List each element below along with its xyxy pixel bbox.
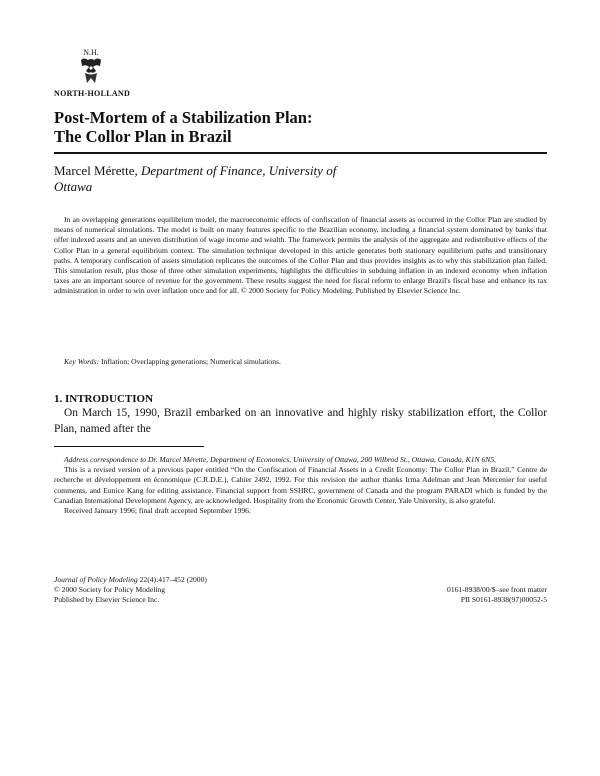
intro-paragraph: On March 15, 1990, Brazil embarked on an innovative and highly risky stabilization effort, the Collor Plan, named after the (54, 407, 547, 435)
author-affiliation: Department of Finance, University of Ottawa (54, 163, 337, 194)
correspondence-address: Address correspondence to Dr. Marcel Mérette, Department of Economics, University of Ottawa, 200 Wilbrod St., Ottawa, Canada, K1N 6N5. (64, 455, 497, 464)
revision-note: This is a revised version of a previous paper entitled “On the Confiscation of Financial Assets in a Credit Economy: The Collor Plan in Brazil,” Centre de recherche et développement en économique (C.R.D.E.), Cahier 2492, 1992. For this revision the author thanks Irma Adelman and Jean Mercenier for useful comments, and Eunice Kang for editing assistance. Financial support from SSHRC, government of Canada and the program PARADI which is funded by the Canadian International Development Agency, are acknowledged. Hospitality from the Economic Growth Center, Yale University, is also grateful. (54, 465, 547, 505)
publisher-name: NORTH-HOLLAND (54, 89, 131, 98)
journal-citation (54, 575, 547, 606)
title-line-1: Post-Mortem of a Stabilization Plan: (54, 108, 313, 127)
author-name: Marcel Mérette, (54, 163, 141, 178)
footnote-rule (54, 446, 204, 447)
publisher-line: Published by Elsevier Science Inc. (54, 595, 160, 605)
issn-line: 0161-8938/00/$–see front matter (447, 585, 547, 595)
journal-name: Journal of Policy Modeling (54, 575, 138, 584)
title-rule (54, 152, 547, 154)
author-block (54, 163, 344, 194)
footnotes (54, 455, 547, 516)
journal-issue: 22(4):417–452 (2000) (137, 575, 207, 584)
title-line-2: The Collor Plan in Brazil (54, 127, 232, 146)
north-holland-logo-icon (76, 46, 106, 86)
section-heading: 1. INTRODUCTION (54, 393, 154, 405)
keywords-list: Inflation; Overlapping generations; Numerical simulations. (99, 357, 281, 366)
keywords (64, 357, 281, 366)
logo-monogram: N.H. (83, 48, 99, 57)
pii-line: PII S0161-8938(97)00052-5 (460, 595, 547, 605)
received-date: Received January 1996; final draft accepted September 1996. (64, 506, 251, 516)
keywords-label: Key Words: (64, 357, 100, 366)
paper-title (54, 108, 514, 146)
copyright-line: © 2000 Society for Policy Modeling (54, 585, 166, 595)
abstract: In an overlapping generations equilibrium model, the macroeconomic effects of confiscation of financial assets as occurred in the Collor Plan are studied by means of numerical simulations. The model is built on many features specific to the Brazilian economy, including a financial system dominated by banks that offer indexed assets and an uneven distribution of wage income and wealth. The framework permits the analysis of the aggregate and redistributive effects of the Collor Plan in a general equilibrium context. The simulation technique developed in this article generates both stationary equilibrium paths and transitionary paths. A temporary confiscation of assets simulation replicates the outcomes of the Collor Plan and thus provides insights as to why this stabilization plan failed. This simulation result, plus those of three other simulation experiments, highlights the difficulties in subduing inflation in an indexed economy when inflation taxes are an important source of revenue for the government. These results suggest the need for fiscal reform to enlarge Brazil's fiscal base and enhance its tax administration in order to win over inflation once and for all. © 2000 Society for Policy Modeling. Published by Elsevier Science Inc. (54, 215, 547, 296)
